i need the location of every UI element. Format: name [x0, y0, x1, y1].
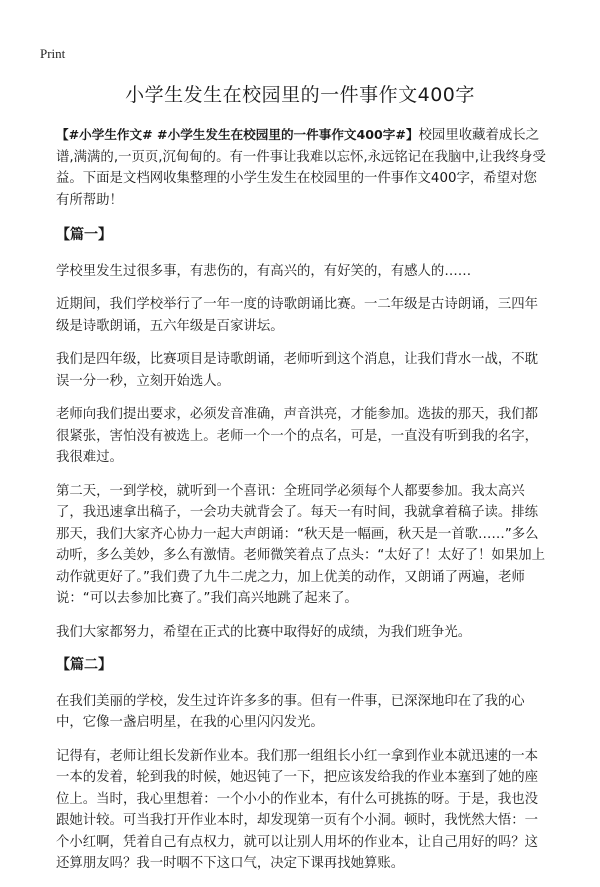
- document-body: [56, 124, 548, 887]
- section-heading-1: 【篇一】: [56, 227, 112, 243]
- paragraph: 我们大家都努力，希望在正式的比赛中取得好的成绩，为我们班争光。: [56, 624, 472, 640]
- section-heading-2: 【篇二】: [56, 657, 112, 673]
- intro-paragraph: [56, 124, 548, 211]
- paragraph: 我们是四年级，比赛项目是诗歌朗诵，老师听到这个消息，让我们背水一战，不耽误一分一秒，立刻开始选人。: [56, 352, 539, 389]
- intro-text: 校园里收藏着成长之谱,满满的,一页页,沉甸甸的。有一件事让我难以忘怀,永远铭记在我脑中,让我终身受益。下面是文档网收集整理的小学生发生在校园里的一件事作文400字，希望对您有所帮助！: [56, 128, 546, 208]
- document-title: 小学生发生在校园里的一件事作文400字: [125, 84, 475, 106]
- paragraph: 老师向我们提出要求，必须发音准确，声音洪亮，才能参加。选拔的那天，我们都很紧张，害怕没有被选上。老师一个一个的点名，可是，一直没有听到我的名字，我很难过。: [56, 407, 539, 465]
- intro-tagline: 【#小学生作文# #小学生发生在校园里的一件事作文400字#】: [56, 127, 419, 142]
- print-link[interactable]: Print: [40, 46, 66, 61]
- paragraph: 在我们美丽的学校，发生过许许多多的事。但有一件事，已深深地印在了我的心中，它像一盏启明星，在我的心里闪闪发光。: [56, 693, 525, 730]
- paragraph: 第二天，一到学校，就听到一个喜讯：全班同学必须每个人都要参加。我太高兴了，我迅速拿出稿子，一会功夫就背会了。每天一有时间，我就拿着稿子读。排练那天，我们大家齐心协力一起大声朗诵：“秋天是一幅画，秋天是一首歌……”多么动听，多么美妙，多么有激情。老师微笑着点了点头：“太好了！太好了！如果加上动作就更好了。”我们费了九牛二虎之力，加上优美的动作，又朗诵了两遍，老师说：“可以去参加比赛了。”我们高兴地跳了起来了。: [56, 483, 545, 606]
- paragraph: 近期间，我们学校举行了一年一度的诗歌朗诵比赛。一二年级是古诗朗诵，三四年级是诗歌朗诵，五六年级是百家讲坛。: [56, 297, 539, 334]
- paragraph: 记得有，老师让组长发新作业本。我们那一组组长小红一拿到作业本就迅速的一本一本的发着，轮到我的时候，她迟钝了一下，把应该发给我的作业本塞到了她的座位上。当时，我心里想着：一个小小的作业本，有什么可挑拣的呀。于是，我也没跟她计较。可当我打开作业本时，却发现第一页有个小洞。顿时，我恍然大悟：一个小红啊，凭着自己有点权力，就可以让别人用坏的作业本，让自己用好的吗？这还算朋友吗？我一时咽不下这口气，决定下课再找她算账。: [56, 748, 539, 871]
- paragraph: 学校里发生过很多事，有悲伤的，有高兴的，有好笑的，有感人的……: [56, 263, 472, 279]
